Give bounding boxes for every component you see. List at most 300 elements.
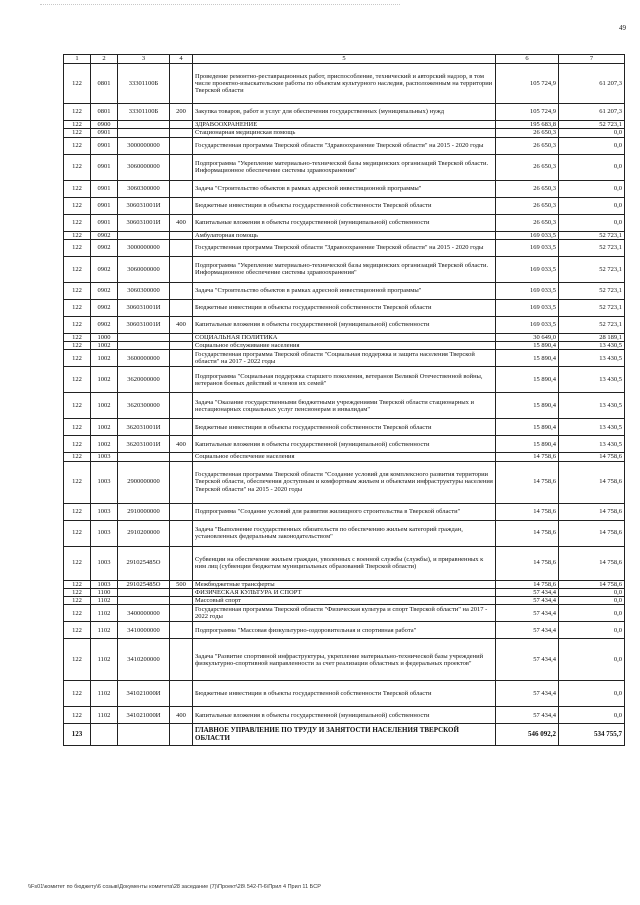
amount-col7: 52 723,1 — [559, 299, 625, 316]
row-description: Бюджетные инвестиции в объекты государственной собственности Тверской области — [193, 299, 496, 316]
amount-col7: 13 430,5 — [559, 436, 625, 453]
row-description: Задача "Строительство объектов в рамках адресной инвестиционной программы" — [193, 282, 496, 299]
row-description: Капитальные вложения в объекты государственной (муниципальной) собственности — [193, 214, 496, 231]
code-admin: 122 — [64, 597, 91, 605]
code-target — [118, 231, 170, 239]
code-target: 33301100Б — [118, 104, 170, 121]
code-section: 1000 — [91, 333, 118, 341]
code-section: 0900 — [91, 121, 118, 129]
code-admin: 122 — [64, 639, 91, 681]
code-expense-type — [170, 639, 193, 681]
code-admin: 122 — [64, 64, 91, 104]
code-target: 3000000000 — [118, 137, 170, 154]
code-target: 306031001И — [118, 316, 170, 333]
amount-col7: 0,0 — [559, 681, 625, 707]
amount-col6: 14 758,6 — [496, 461, 559, 503]
amount-col6: 169 033,5 — [496, 316, 559, 333]
amount-col7: 61 207,3 — [559, 64, 625, 104]
table-row — [64, 129, 625, 137]
row-description: Государственная программа Тверской области "Создание условий для комплексного развития территории Тверской области, обеспечения доступным и комфортным жильем и объектами инфраструктуры населения Тверской области" на 2015 - 2020 годы — [193, 461, 496, 503]
code-expense-type — [170, 64, 193, 104]
code-target: 362031001И — [118, 419, 170, 436]
amount-col6: 57 434,4 — [496, 707, 559, 724]
code-section: 0901 — [91, 129, 118, 137]
amount-col7: 13 430,5 — [559, 393, 625, 419]
code-admin: 122 — [64, 681, 91, 707]
amount-col7: 14 758,6 — [559, 453, 625, 461]
row-description: Закупка товаров, работ и услуг для обеспечения государственных (муниципальных) нужд — [193, 104, 496, 121]
table-row — [64, 231, 625, 239]
code-admin: 122 — [64, 546, 91, 580]
code-section: 0902 — [91, 299, 118, 316]
amount-col6: 15 890,4 — [496, 367, 559, 393]
code-target: 3000000000 — [118, 239, 170, 256]
code-admin: 122 — [64, 299, 91, 316]
code-admin: 122 — [64, 393, 91, 419]
code-target: 3410000000 — [118, 622, 170, 639]
code-expense-type: 200 — [170, 104, 193, 121]
file-path-footer: \\Fs01\комитет по бюджету\6 созыв\Документы комитета\28 заседание (7)\Проект\28\ 542-П-6\Прил 4 Прил 11 БСР — [28, 884, 321, 890]
table-row — [64, 350, 625, 367]
amount-col6: 15 890,4 — [496, 419, 559, 436]
row-description: Подпрограмма "Укрепление материально-технической базы медицинских организаций Тверской области. Информационное обеспечение системы здравоохранения" — [193, 154, 496, 180]
amount-col7: 13 430,5 — [559, 350, 625, 367]
total-col6: 546 092,2 — [496, 724, 559, 746]
code-expense-type — [170, 342, 193, 350]
code-expense-type — [170, 121, 193, 129]
table-row — [64, 503, 625, 520]
code-section: 1003 — [91, 461, 118, 503]
row-description: Бюджетные инвестиции в объекты государственной собственности Тверской области — [193, 681, 496, 707]
amount-col7: 0,0 — [559, 597, 625, 605]
table-header-row — [64, 55, 625, 64]
row-description: Капитальные вложения в объекты государственной (муниципальной) собственности — [193, 316, 496, 333]
code-admin: 122 — [64, 436, 91, 453]
code-target: 3410200000 — [118, 639, 170, 681]
table-row — [64, 299, 625, 316]
code-target — [118, 129, 170, 137]
amount-col7: 0,0 — [559, 214, 625, 231]
table-row — [64, 282, 625, 299]
table-row — [64, 239, 625, 256]
table-row — [64, 256, 625, 282]
code-target: 2900000000 — [118, 461, 170, 503]
code-section: 0901 — [91, 137, 118, 154]
code-target: 341021000И — [118, 707, 170, 724]
code-section: 1102 — [91, 605, 118, 622]
table-row — [64, 588, 625, 596]
code-expense-type — [170, 622, 193, 639]
amount-col6: 169 033,5 — [496, 299, 559, 316]
row-description: Субвенции на обеспечение жильем граждан, уволенных с военной службы (службы), и приравненных к ним лиц (субвенции бюджетам муниципальных образований Тверской области) — [193, 546, 496, 580]
code-admin: 122 — [64, 622, 91, 639]
code-target — [118, 588, 170, 596]
table-row — [64, 104, 625, 121]
amount-col6: 14 758,6 — [496, 520, 559, 546]
code-section: 1002 — [91, 436, 118, 453]
code-admin: 122 — [64, 239, 91, 256]
code-admin: 122 — [64, 453, 91, 461]
code-section: 0902 — [91, 256, 118, 282]
code-section: 0901 — [91, 180, 118, 197]
table-row — [64, 180, 625, 197]
table-row — [64, 436, 625, 453]
code-section: 1003 — [91, 546, 118, 580]
row-description: Проведение ремонтно-реставрационных работ, приспособление, технический и авторский надзор, в том числе проектно-изыскательские работы по объектам культурного наследия, расположенным на территории Тверской области — [193, 64, 496, 104]
code-target: 33301100Б — [118, 64, 170, 104]
code-admin: 123 — [64, 724, 91, 746]
code-section — [91, 724, 118, 746]
code-expense-type — [170, 461, 193, 503]
code-section: 1102 — [91, 597, 118, 605]
code-section: 0902 — [91, 316, 118, 333]
budget-table — [63, 54, 625, 746]
amount-col7: 14 758,6 — [559, 503, 625, 520]
code-section: 1102 — [91, 639, 118, 681]
amount-col6: 169 033,5 — [496, 256, 559, 282]
amount-col6: 26 650,3 — [496, 214, 559, 231]
amount-col7: 52 723,1 — [559, 256, 625, 282]
code-admin: 122 — [64, 231, 91, 239]
amount-col6: 57 434,4 — [496, 605, 559, 622]
code-expense-type — [170, 197, 193, 214]
row-description: Задача "Развитие спортивной инфраструктуры, укрепление материально-технической базы учреждений физкультурно-спортивной направленности за счет реализации областных и федеральных проектов" — [193, 639, 496, 681]
row-description: Задача "Выполнение государственных обязательств по обеспечению жильем категорий граждан, установленных федеральным законодательством" — [193, 520, 496, 546]
code-section: 0801 — [91, 104, 118, 121]
code-admin: 122 — [64, 520, 91, 546]
code-expense-type — [170, 453, 193, 461]
code-admin: 122 — [64, 180, 91, 197]
table-row — [64, 546, 625, 580]
row-description: СОЦИАЛЬНАЯ ПОЛИТИКА — [193, 333, 496, 341]
code-target — [118, 333, 170, 341]
code-expense-type — [170, 231, 193, 239]
code-target: 3620000000 — [118, 367, 170, 393]
code-target: 3620300000 — [118, 393, 170, 419]
amount-col6: 14 758,6 — [496, 453, 559, 461]
row-description: Стационарная медицинская помощь — [193, 129, 496, 137]
amount-col6: 15 890,4 — [496, 350, 559, 367]
code-admin: 122 — [64, 316, 91, 333]
code-admin: 122 — [64, 197, 91, 214]
code-expense-type — [170, 724, 193, 746]
table-row — [64, 597, 625, 605]
code-target — [118, 724, 170, 746]
amount-col7: 0,0 — [559, 197, 625, 214]
amount-col7: 13 430,5 — [559, 342, 625, 350]
table-row — [64, 622, 625, 639]
code-section: 1002 — [91, 367, 118, 393]
amount-col6: 169 033,5 — [496, 282, 559, 299]
code-expense-type — [170, 588, 193, 596]
amount-col7: 52 723,1 — [559, 316, 625, 333]
amount-col6: 26 650,3 — [496, 197, 559, 214]
code-section: 1002 — [91, 393, 118, 419]
code-admin: 122 — [64, 580, 91, 588]
code-expense-type — [170, 367, 193, 393]
amount-col7: 0,0 — [559, 137, 625, 154]
table-row — [64, 393, 625, 419]
row-description: Бюджетные инвестиции в объекты государственной собственности Тверской области — [193, 419, 496, 436]
code-target: 306031001И — [118, 299, 170, 316]
row-description: ФИЗИЧЕСКАЯ КУЛЬТУРА И СПОРТ — [193, 588, 496, 596]
code-expense-type — [170, 350, 193, 367]
code-target: 306031001И — [118, 197, 170, 214]
amount-col7: 14 758,6 — [559, 580, 625, 588]
code-expense-type: 400 — [170, 316, 193, 333]
code-target: 291025485О — [118, 580, 170, 588]
code-expense-type — [170, 419, 193, 436]
code-admin: 122 — [64, 256, 91, 282]
column-header: 5 — [193, 55, 496, 64]
code-section: 1003 — [91, 520, 118, 546]
amount-col6: 15 890,4 — [496, 342, 559, 350]
code-admin: 122 — [64, 282, 91, 299]
amount-col7: 14 758,6 — [559, 520, 625, 546]
code-target: 362031001И — [118, 436, 170, 453]
table-row — [64, 639, 625, 681]
code-admin: 122 — [64, 419, 91, 436]
column-header: 7 — [559, 55, 625, 64]
code-section: 0901 — [91, 197, 118, 214]
amount-col6: 15 890,4 — [496, 436, 559, 453]
code-section: 1003 — [91, 453, 118, 461]
code-admin: 122 — [64, 707, 91, 724]
code-section: 1002 — [91, 350, 118, 367]
amount-col7: 0,0 — [559, 180, 625, 197]
row-description: Государственная программа Тверской области "Социальная поддержка и защита населения Тверской области" на 2017 - 2022 годы — [193, 350, 496, 367]
table-row — [64, 333, 625, 341]
row-description: Бюджетные инвестиции в объекты государственной собственности Тверской области — [193, 197, 496, 214]
code-admin: 122 — [64, 104, 91, 121]
code-expense-type — [170, 282, 193, 299]
row-description: Амбулаторная помощь — [193, 231, 496, 239]
amount-col7: 14 758,6 — [559, 461, 625, 503]
row-description: Государственная программа Тверской области "Здравоохранение Тверской области" на 2015 - 2020 годы — [193, 239, 496, 256]
code-admin: 122 — [64, 503, 91, 520]
page-number: 49 — [619, 24, 626, 32]
table-row — [64, 197, 625, 214]
code-section: 1002 — [91, 419, 118, 436]
amount-col6: 26 650,3 — [496, 154, 559, 180]
code-admin: 122 — [64, 342, 91, 350]
code-admin: 122 — [64, 129, 91, 137]
code-admin: 122 — [64, 137, 91, 154]
code-target: 3060300000 — [118, 282, 170, 299]
amount-col7: 52 723,1 — [559, 282, 625, 299]
amount-col6: 57 434,4 — [496, 588, 559, 596]
code-section: 1002 — [91, 342, 118, 350]
amount-col7: 13 430,5 — [559, 367, 625, 393]
code-admin: 122 — [64, 154, 91, 180]
code-target: 3060000000 — [118, 256, 170, 282]
row-description: Подпрограмма "Социальная поддержка старшего поколения, ветеранов Великой Отечественной войны, ветеранов боевых действий и членов их семей" — [193, 367, 496, 393]
table-row — [64, 520, 625, 546]
code-target: 3060000000 — [118, 154, 170, 180]
table-row — [64, 154, 625, 180]
code-expense-type: 400 — [170, 214, 193, 231]
code-expense-type — [170, 503, 193, 520]
code-target — [118, 342, 170, 350]
amount-col7: 0,0 — [559, 588, 625, 596]
code-target: 306031001И — [118, 214, 170, 231]
code-target: 2910200000 — [118, 520, 170, 546]
table-row — [64, 419, 625, 436]
table-row — [64, 121, 625, 129]
row-description: Задача "Строительство объектов в рамках адресной инвестиционной программы" — [193, 180, 496, 197]
code-expense-type — [170, 129, 193, 137]
code-admin: 122 — [64, 605, 91, 622]
table-row — [64, 342, 625, 350]
amount-col6: 14 758,6 — [496, 580, 559, 588]
code-expense-type — [170, 239, 193, 256]
row-description: Капитальные вложения в объекты государственной (муниципальной) собственности — [193, 707, 496, 724]
code-target — [118, 453, 170, 461]
table-row — [64, 605, 625, 622]
amount-col6: 14 758,6 — [496, 503, 559, 520]
code-section: 1100 — [91, 588, 118, 596]
code-section: 0902 — [91, 231, 118, 239]
code-expense-type: 500 — [170, 580, 193, 588]
amount-col6: 57 434,4 — [496, 622, 559, 639]
amount-col7: 14 758,6 — [559, 546, 625, 580]
amount-col6: 14 758,6 — [496, 546, 559, 580]
amount-col7: 0,0 — [559, 639, 625, 681]
code-admin: 122 — [64, 121, 91, 129]
code-expense-type — [170, 256, 193, 282]
code-expense-type — [170, 180, 193, 197]
column-header: 6 — [496, 55, 559, 64]
amount-col7: 0,0 — [559, 129, 625, 137]
code-expense-type — [170, 681, 193, 707]
code-target: 3400000000 — [118, 605, 170, 622]
row-description: Задача "Оказание государственными бюджетными учреждениями Тверской области стационарных и нестационарных социальных услуг пенсионерам и инвалидам" — [193, 393, 496, 419]
amount-col6: 105 724,9 — [496, 104, 559, 121]
table-row — [64, 64, 625, 104]
code-expense-type — [170, 597, 193, 605]
code-section: 0902 — [91, 282, 118, 299]
amount-col7: 52 723,1 — [559, 121, 625, 129]
row-description: ЗДРАВООХРАНЕНИЕ — [193, 121, 496, 129]
code-expense-type — [170, 299, 193, 316]
code-expense-type — [170, 393, 193, 419]
row-description: Массовый спорт — [193, 597, 496, 605]
code-expense-type — [170, 546, 193, 580]
amount-col6: 26 650,3 — [496, 137, 559, 154]
code-section: 1102 — [91, 622, 118, 639]
total-col7: 534 755,7 — [559, 724, 625, 746]
code-section: 1102 — [91, 681, 118, 707]
code-admin: 122 — [64, 461, 91, 503]
table-row — [64, 461, 625, 503]
column-header: 4 — [170, 55, 193, 64]
row-description: Подпрограмма "Укрепление материально-технической базы медицинских организаций Тверской области. Информационное обеспечение системы здравоохранения" — [193, 256, 496, 282]
total-description: ГЛАВНОЕ УПРАВЛЕНИЕ ПО ТРУДУ И ЗАНЯТОСТИ НАСЕЛЕНИЯ ТВЕРСКОЙ ОБЛАСТИ — [193, 724, 496, 746]
code-admin: 122 — [64, 333, 91, 341]
amount-col6: 105 724,9 — [496, 64, 559, 104]
code-admin: 122 — [64, 350, 91, 367]
code-expense-type — [170, 154, 193, 180]
code-section: 1003 — [91, 580, 118, 588]
code-expense-type: 400 — [170, 707, 193, 724]
code-section: 1003 — [91, 503, 118, 520]
amount-col6: 26 650,3 — [496, 180, 559, 197]
scan-header-strip — [40, 4, 400, 6]
code-target — [118, 121, 170, 129]
table-row — [64, 580, 625, 588]
column-header: 1 — [64, 55, 91, 64]
column-header: 2 — [91, 55, 118, 64]
table-row — [64, 214, 625, 231]
row-description: Социальное обеспечение населения — [193, 453, 496, 461]
amount-col7: 52 723,1 — [559, 231, 625, 239]
row-description: Подпрограмма "Создание условий для развития жилищного строительства в Тверской области" — [193, 503, 496, 520]
amount-col7: 0,0 — [559, 605, 625, 622]
row-description: Социальное обслуживание населения — [193, 342, 496, 350]
amount-col6: 57 434,4 — [496, 681, 559, 707]
amount-col7: 13 430,5 — [559, 419, 625, 436]
code-section: 0901 — [91, 214, 118, 231]
table-row — [64, 453, 625, 461]
row-description: Государственная программа Тверской области "Физическая культура и спорт Тверской области" на 2017 - 2022 годы — [193, 605, 496, 622]
code-section: 1102 — [91, 707, 118, 724]
code-target: 3600000000 — [118, 350, 170, 367]
code-expense-type — [170, 333, 193, 341]
amount-col6: 15 890,4 — [496, 393, 559, 419]
code-section: 0801 — [91, 64, 118, 104]
row-description: Межбюджетные трансферты — [193, 580, 496, 588]
amount-col6: 57 434,4 — [496, 597, 559, 605]
amount-col7: 0,0 — [559, 707, 625, 724]
code-section: 0901 — [91, 154, 118, 180]
code-admin: 122 — [64, 214, 91, 231]
code-admin: 122 — [64, 588, 91, 596]
column-header: 3 — [118, 55, 170, 64]
amount-col6: 26 650,3 — [496, 129, 559, 137]
amount-col7: 52 723,1 — [559, 239, 625, 256]
total-row — [64, 724, 625, 746]
row-description: Подпрограмма "Массовая физкультурно-оздоровительная и спортивная работа" — [193, 622, 496, 639]
code-target: 3060300000 — [118, 180, 170, 197]
amount-col6: 30 649,0 — [496, 333, 559, 341]
table-row — [64, 316, 625, 333]
code-expense-type: 400 — [170, 436, 193, 453]
code-target — [118, 597, 170, 605]
row-description: Государственная программа Тверской области "Здравоохранение Тверской области" на 2015 - 2020 годы — [193, 137, 496, 154]
table-row — [64, 137, 625, 154]
row-description: Капитальные вложения в объекты государственной (муниципальной) собственности — [193, 436, 496, 453]
code-admin: 122 — [64, 367, 91, 393]
table-row — [64, 681, 625, 707]
code-expense-type — [170, 605, 193, 622]
amount-col7: 61 207,3 — [559, 104, 625, 121]
amount-col7: 0,0 — [559, 154, 625, 180]
code-expense-type — [170, 520, 193, 546]
amount-col7: 28 189,1 — [559, 333, 625, 341]
code-target: 341021000И — [118, 681, 170, 707]
amount-col6: 169 033,5 — [496, 239, 559, 256]
amount-col6: 57 434,4 — [496, 639, 559, 681]
table-row — [64, 707, 625, 724]
amount-col6: 169 033,5 — [496, 231, 559, 239]
code-target: 291025485О — [118, 546, 170, 580]
amount-col6: 195 683,8 — [496, 121, 559, 129]
code-section: 0902 — [91, 239, 118, 256]
code-expense-type — [170, 137, 193, 154]
table-row — [64, 367, 625, 393]
amount-col7: 0,0 — [559, 622, 625, 639]
code-target: 2910000000 — [118, 503, 170, 520]
